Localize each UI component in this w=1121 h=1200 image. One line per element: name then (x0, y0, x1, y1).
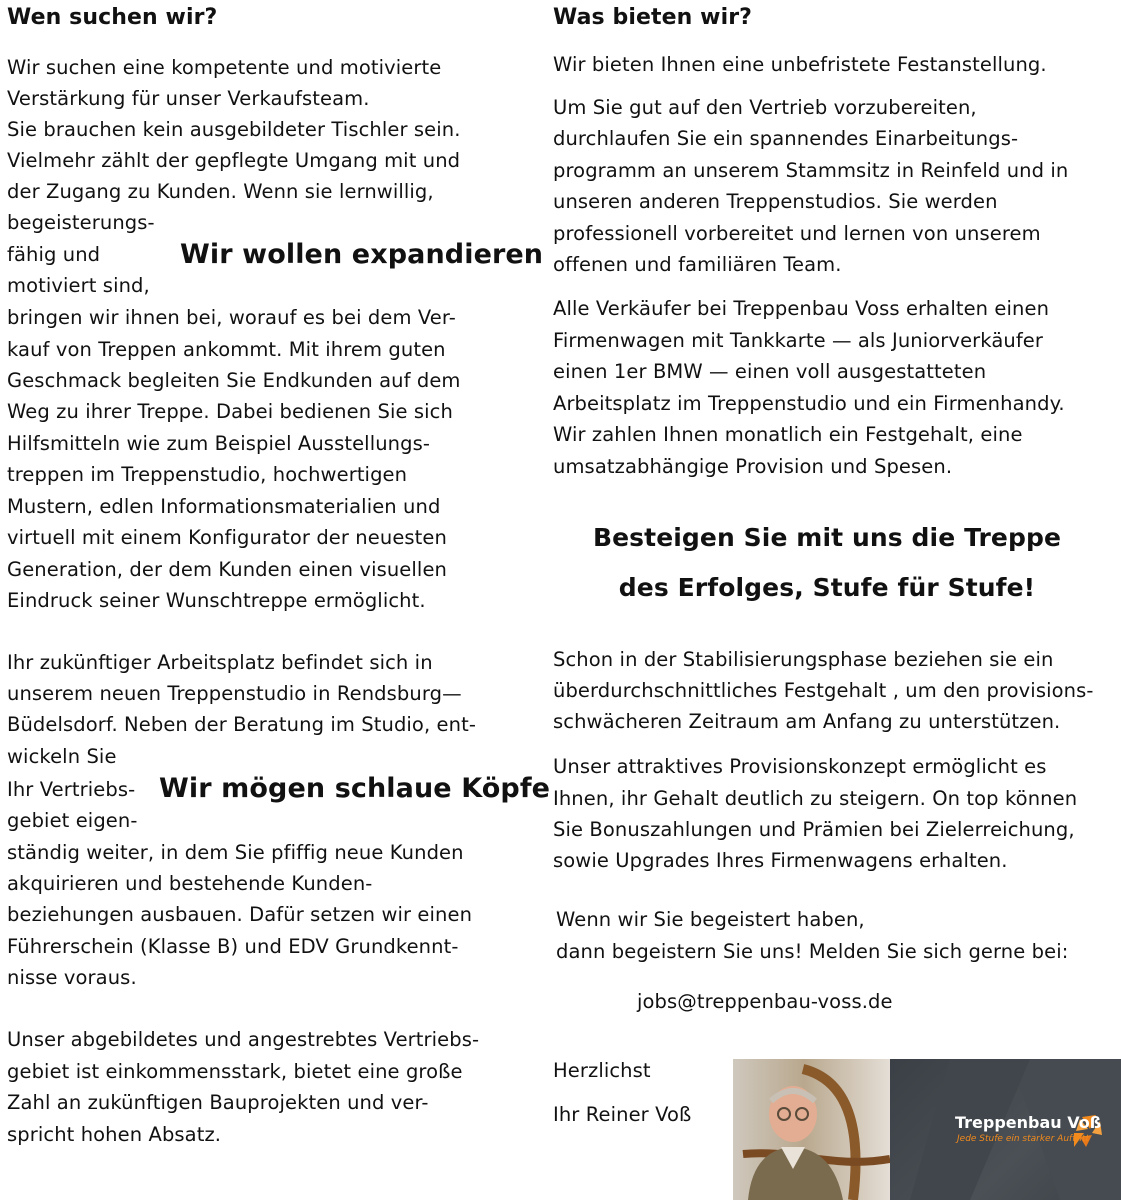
text-line: Ihnen, ihr Gehalt deutlich zu steigern. On top können (553, 787, 1078, 810)
text-line: Vielmehr zählt der gepflegte Umgang mit und (7, 149, 461, 172)
text-line: wickeln Sie (7, 745, 117, 768)
text-line: Arbeitsplatz im Treppenstudio und ein Firmenhandy. (553, 392, 1065, 415)
text-line: Wir zahlen Ihnen monatlich ein Festgehalt, eine (553, 423, 1023, 446)
text-line: dann begeistern Sie uns! Melden Sie sich gerne bei: (556, 940, 1069, 963)
text-line: nisse voraus. (7, 966, 137, 989)
text-line: Wir bieten Ihnen eine unbefristete Festanstellung. (553, 53, 1047, 76)
slogan-line: Besteigen Sie mit uns die Treppe (592, 523, 1062, 552)
text-line: motiviert sind, (7, 274, 150, 297)
text-line: Führerschein (Klasse B) und EDV Grundkennt- (7, 935, 459, 958)
text-line: Um Sie gut auf den Vertrieb vorzubereiten, (553, 96, 977, 119)
right-heading: Was bieten wir? (553, 5, 753, 30)
text-line: akquirieren und bestehende Kunden- (7, 872, 373, 895)
text-line: Firmenwagen mit Tankkarte — als Juniorverkäufer (553, 329, 1044, 352)
portrait-photo-icon (733, 1059, 890, 1200)
text-line: virtuell mit einem Konfigurator der neuesten (7, 526, 447, 549)
text-line: gebiet ist einkommensstark, bietet eine große (7, 1060, 463, 1083)
text-line: spricht hohen Absatz. (7, 1123, 222, 1146)
text-line: Geschmack begleiten Sie Endkunden auf dem (7, 369, 461, 392)
text-line: Hilfsmitteln wie zum Beispiel Ausstellungs- (7, 432, 430, 455)
text-line: beziehungen ausbauen. Dafür setzen wir einen (7, 903, 473, 926)
text-line: treppen im Treppenstudio, hochwertigen (7, 463, 408, 486)
text-line: Eindruck seiner Wunschtreppe ermöglicht. (7, 589, 426, 612)
text-line: Zahl an zukünftigen Bauprojekten und ver- (7, 1091, 429, 1114)
text-line: Sie Bonuszahlungen und Prämien bei Zielerreichung, (553, 818, 1075, 841)
left-heading: Wen suchen wir? (7, 5, 218, 30)
text-line: offenen und familiären Team. (553, 253, 842, 276)
text-line: bringen wir ihnen bei, worauf es bei dem Ver- (7, 306, 456, 329)
text-line: begeisterungs- (7, 211, 155, 234)
contact-email-link[interactable]: jobs@treppenbau-voss.de (637, 990, 893, 1013)
greeting: Herzlichst (553, 1059, 651, 1082)
text-line: unserem neuen Treppenstudio in Rendsburg— (7, 682, 462, 705)
text-line: Ihr Vertriebs- (7, 778, 136, 801)
text-line: Büdelsdorf. Neben der Beratung im Studio, ent- (7, 713, 477, 736)
text-line: Verstärkung für unser Verkaufsteam. (7, 87, 370, 110)
text-line: der Zugang zu Kunden. Wenn sie lernwillig, (7, 180, 434, 203)
signature-name: Ihr Reiner Voß (553, 1103, 692, 1126)
text-line: programm an unserem Stammsitz in Reinfeld und in (553, 159, 1069, 182)
text-line: gebiet eigen- (7, 809, 138, 832)
text-line: Weg zu ihrer Treppe. Dabei bedienen Sie sich (7, 400, 453, 423)
text-line: umsatzabhängige Provision und Spesen. (553, 455, 953, 478)
logo-tagline: Jede Stufe ein starker Auftritt (957, 1134, 1089, 1144)
text-line: Sie brauchen kein ausgebildeter Tischler sein. (7, 118, 461, 141)
text-line: ständig weiter, in dem Sie pfiffig neue Kunden (7, 841, 464, 864)
text-line: Wir suchen eine kompetente und motivierte (7, 56, 442, 79)
text-line: Schon in der Stabilisierungsphase beziehen sie ein (553, 648, 1054, 671)
text-line: einen 1er BMW — einen voll ausgestatteten (553, 360, 987, 383)
text-line: durchlaufen Sie ein spannendes Einarbeitungs- (553, 127, 1019, 150)
expand-heading: Wir wollen expandieren (180, 239, 544, 270)
text-line: überdurchschnittliches Festgehalt , um den provisions- (553, 679, 1094, 702)
heads-heading: Wir mögen schlaue Köpfe (159, 773, 551, 804)
text-line: unseren anderen Treppenstudios. Sie werden (553, 190, 998, 213)
text-line: schwächeren Zeitraum am Anfang zu unterstützen. (553, 710, 1061, 733)
text-line: Mustern, edlen Informationsmaterialien und (7, 495, 441, 518)
text-line: sowie Upgrades Ihres Firmenwagens erhalten. (553, 849, 1008, 872)
text-line: Generation, der dem Kunden einen visuellen (7, 558, 447, 581)
text-line: professionell vorbereitet und lernen von unserem (553, 222, 1041, 245)
portrait-banner (733, 1059, 1121, 1200)
text-line: kauf von Treppen ankommt. Mit ihrem guten (7, 338, 446, 361)
text-line: Unser attraktives Provisionskonzept ermöglicht es (553, 755, 1047, 778)
text-line: Alle Verkäufer bei Treppenbau Voss erhalten einen (553, 297, 1050, 320)
logo-name: Treppenbau Voß (955, 1113, 1102, 1132)
text-line: Ihr zukünftiger Arbeitsplatz befindet sich in (7, 651, 433, 674)
text-line: fähig und (7, 243, 101, 266)
slogan-line: des Erfolges, Stufe für Stufe! (618, 573, 1036, 602)
text-line: Wenn wir Sie begeistert haben, (556, 908, 865, 931)
text-line: Unser abgebildetes und angestrebtes Vertriebs- (7, 1028, 480, 1051)
